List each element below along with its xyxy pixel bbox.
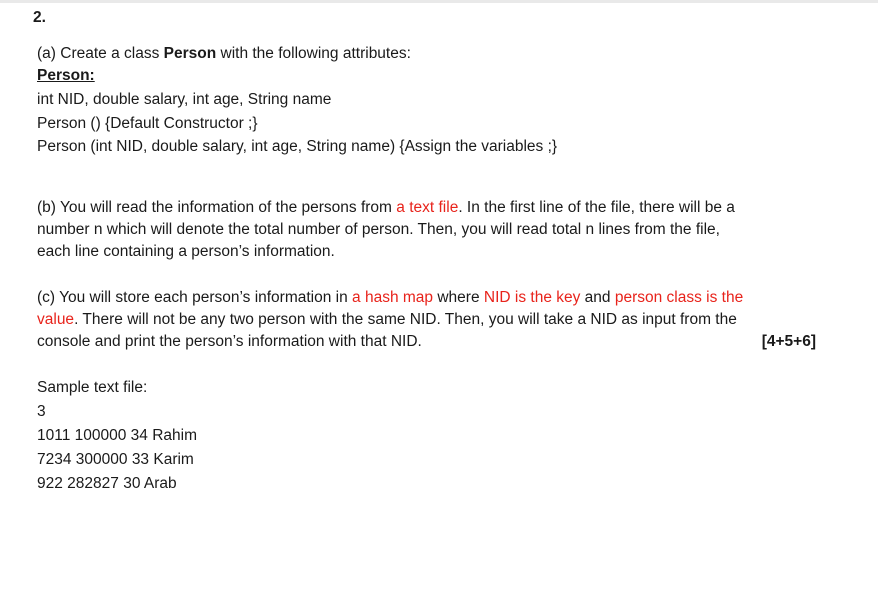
part-a-intro-suffix: with the following attributes: xyxy=(216,45,411,62)
sample-line-4: 922 282827 30 Arab xyxy=(37,475,177,492)
part-b-text: . In the first line of the file, there will be a xyxy=(458,199,735,216)
part-a-class-name: Person xyxy=(163,45,217,62)
part-c-highlight-person-class: person class is the xyxy=(614,289,744,306)
part-a-param-ctor: Person (int NID, double salary, int age, String name) {Assign the variables ;} xyxy=(37,138,558,155)
part-c-highlight-value: value xyxy=(37,311,75,328)
part-a-heading: Person: xyxy=(37,67,95,84)
part-c-line-3: console and print the person’s information with that NID. xyxy=(37,333,422,350)
part-b-highlight-text-file: a text file xyxy=(396,199,459,216)
part-c-line-2 xyxy=(37,310,737,330)
marks-label: [4+5+6] xyxy=(761,333,816,350)
sample-line-2: 1011 100000 34 Rahim xyxy=(37,427,198,444)
sample-line-3: 7234 300000 33 Karim xyxy=(37,451,194,468)
part-c-text: (c) You will store each person’s information in xyxy=(37,289,353,306)
sample-label: Sample text file: xyxy=(37,379,148,396)
part-b-text: (b) You will read the information of the persons from xyxy=(37,199,397,216)
part-a-intro xyxy=(37,44,411,64)
sample-line-1: 3 xyxy=(37,403,46,420)
part-c-highlight-hash-map: a hash map xyxy=(352,289,434,306)
part-a-intro-prefix: (a) Create a class xyxy=(37,45,164,62)
part-c-line-1 xyxy=(37,288,743,308)
part-c-text: where xyxy=(433,289,484,306)
part-a-default-ctor: Person () {Default Constructor ;} xyxy=(37,115,258,132)
part-b-line-3: each line containing a person’s information. xyxy=(37,243,335,260)
part-a-attributes: int NID, double salary, int age, String name xyxy=(37,91,332,108)
part-c-highlight-nid-key: NID is the key xyxy=(483,289,581,306)
part-b-line-2: number n which will denote the total number of person. Then, you will read total n lines from the file, xyxy=(37,221,720,238)
question-number: 2. xyxy=(33,9,46,26)
part-c-text: and xyxy=(580,289,615,306)
part-c-text: . There will not be any two person with the same NID. Then, you will take a NID as input from the xyxy=(74,311,737,328)
part-b-line-1 xyxy=(37,198,735,218)
